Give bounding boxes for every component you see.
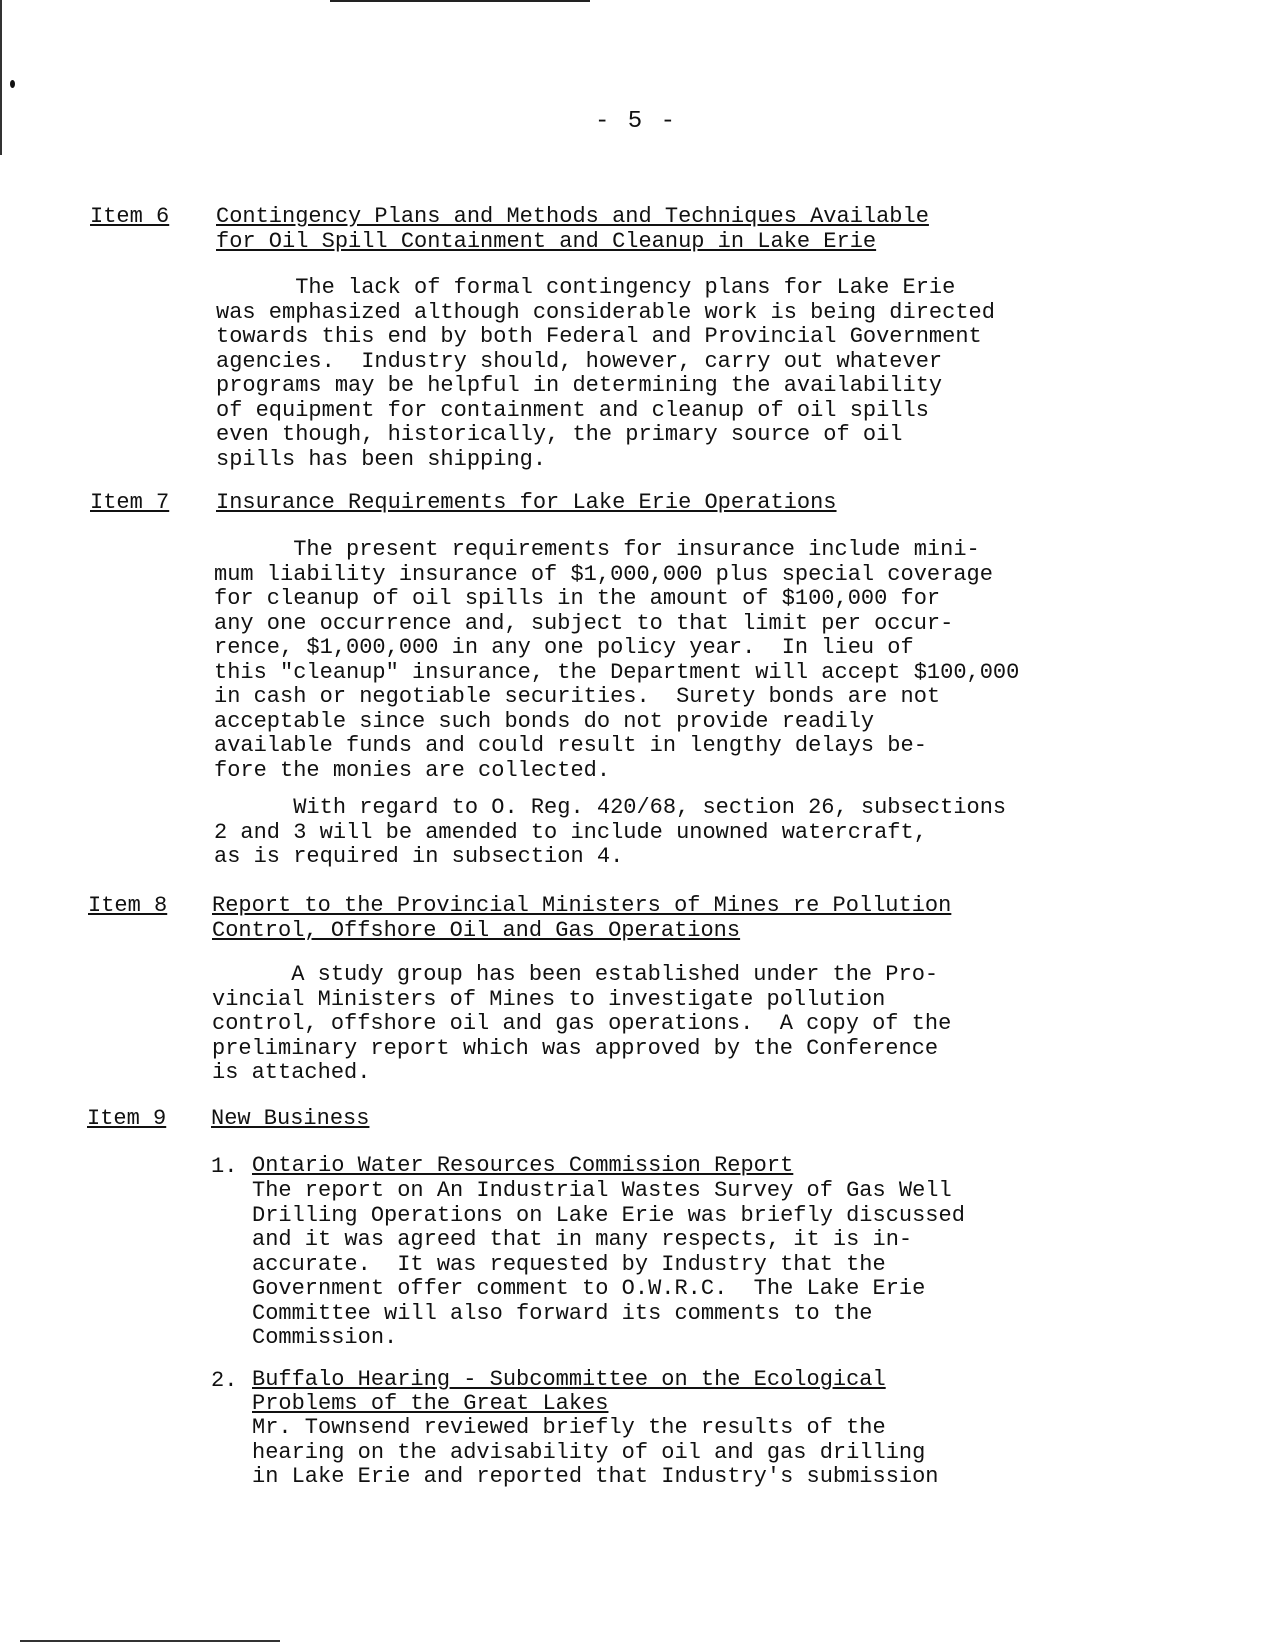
subitem-text: The report on An Industrial Wastes Survey of Gas Well Drilling Operations on Lake Erie was briefly discussed and it was agreed that in many respects, it is in- accurate. It was requested by Industry that the Government offer comment to O.W.R.C. The Lake Erie Committee will also forward its comments to the Commission. (252, 1178, 965, 1350)
scan-artifact-bottom (20, 1640, 280, 1642)
item-title-line: Contingency Plans and Methods and Techniques Available (216, 204, 929, 229)
subitem-title-line: Ontario Water Resources Commission Report (252, 1153, 794, 1178)
item-label: Item 8 (88, 893, 168, 918)
scan-dot (10, 80, 15, 88)
item-title (212, 893, 951, 943)
paragraph: With regard to O. Reg. 420/68, section 26, subsections 2 and 3 will be amended to include unowned watercraft, as is required in subsection 4. (214, 795, 1007, 869)
item-label: Item 7 (90, 490, 170, 515)
subitem-text: Mr. Townsend reviewed briefly the results of the hearing on the advisability of oil and gas drilling in Lake Erie and reported that Industry's submission (252, 1415, 939, 1489)
paragraph: The lack of formal contingency plans for Lake Erie was emphasized although considerable work is being directed towards this end by both Federal and Provincial Government agencies. Industry should, however, carry out whatever programs may be helpful in determining the availability of equipment for containment and cleanup of oil spills even though, historically, the primary source of oil spills has been shipping. (216, 275, 995, 472)
scan-artifact-top (330, 0, 590, 2)
subitem-title-line: Problems of the Great Lakes (252, 1391, 609, 1416)
item-title (211, 1106, 369, 1131)
page-number: - 5 - (595, 108, 678, 135)
item-title (216, 204, 929, 254)
item-title-line: Control, Offshore Oil and Gas Operations (212, 918, 741, 943)
item-title-line: Report to the Provincial Ministers of Mines re Pollution (212, 893, 952, 918)
paragraph: A study group has been established under the Pro- vincial Ministers of Mines to investigate pollution control, offshore oil and gas operations. A copy of the preliminary report which was approved by the Conference is attached. (212, 962, 952, 1085)
subitem-title (252, 1368, 886, 1416)
scan-edge-mark (0, 0, 2, 155)
paragraph: The present requirements for insurance include mini- mum liability insurance of $1,000,000 plus special coverage for cleanup of oil spills in the amount of $100,000 for any one occurrence and, subject to that limit per occur- rence, $1,000,000 in any one policy year. In lieu of this "cleanup" insurance, the Department will accept $100,000 in cash or negotiable securities. Surety bonds are not acceptable since such bonds do not provide readily available funds and could result in lengthy delays be- fore the monies are collected. (214, 537, 1020, 783)
subitem-title (252, 1154, 793, 1178)
subitem-title-line: Buffalo Hearing - Subcommittee on the Ecological (252, 1367, 886, 1392)
item-title (216, 490, 837, 515)
subitem-number: 2. (211, 1368, 238, 1393)
item-title-line: New Business (211, 1106, 370, 1131)
item-label: Item 9 (87, 1106, 167, 1131)
item-title-line: Insurance Requirements for Lake Erie Operations (216, 490, 837, 515)
item-title-line: for Oil Spill Containment and Cleanup in Lake Erie (216, 229, 877, 254)
item-label: Item 6 (90, 204, 170, 229)
subitem-number: 1. (211, 1154, 238, 1179)
